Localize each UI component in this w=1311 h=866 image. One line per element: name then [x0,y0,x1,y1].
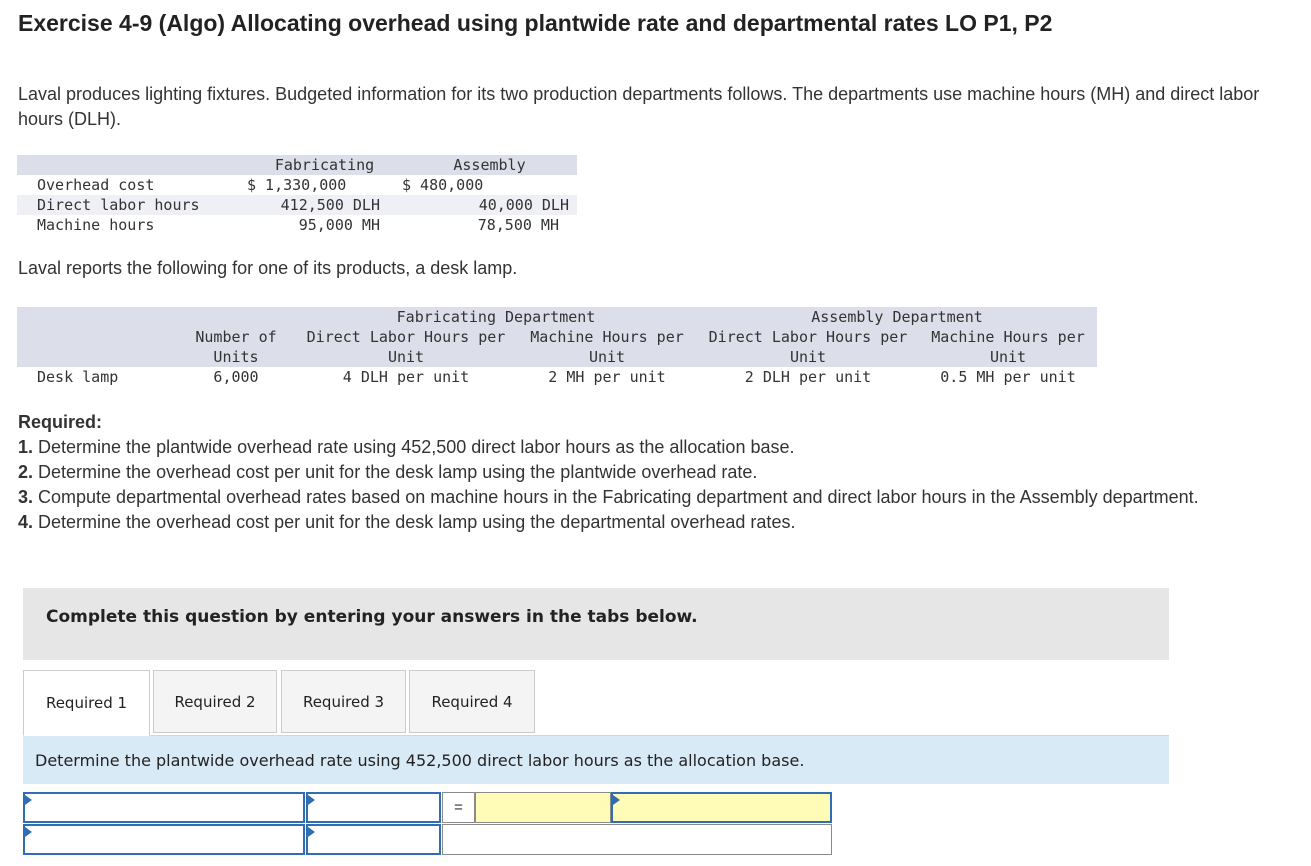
cell-value: $ 1,330,000 [247,176,347,194]
cell-value: 95,000 MH [298,216,380,234]
row-label: Machine hours [37,216,155,234]
cell-value: 78,500 MH [477,216,559,234]
budget-table [17,155,577,235]
intro-paragraph: Laval produces lighting fixtures. Budgeted information for its two production departments follows. The departments use machine hours (MH) and direct labor hours (DLH). [18,84,1260,129]
required-heading: Required: [18,412,103,432]
required-item: 2. Determine the overhead cost per unit for the desk lamp using the plantwide overhead rate. [18,462,758,482]
cell-value: 4 DLH per unit [342,368,470,386]
page-title: Exercise 4-9 (Algo) Allocating overhead using plantwide rate and departmental rates LO P1, P2 [18,10,1053,36]
required-item: 1. Determine the plantwide overhead rate using 452,500 direct labor hours as the allocation base. [18,437,795,457]
dropdown-marker-icon [308,795,315,805]
row-label: Overhead cost [37,176,155,194]
col-fab-dlh: Direct Labor Hours per [306,328,506,346]
dropdown-marker-icon [25,795,32,805]
cell-value: 40,000 DLH [402,195,577,215]
equals-sign: = [442,792,475,823]
cell-value: 0.5 MH per unit [940,368,1076,386]
col-asm-mh-2: Unit [989,348,1027,366]
col-fab-dlh-2: Unit [387,348,425,366]
col-asm-dlh: Direct Labor Hours per [708,328,908,346]
result-value-field[interactable] [475,792,611,823]
row-label: Direct labor hours [17,195,247,215]
product-table [17,307,1097,387]
product-intro: Laval reports the following for one of its products, a desk lamp. [18,258,518,278]
group-assembly: Assembly Department [811,308,983,326]
row-label: Desk lamp [37,368,119,386]
numerator-label-input[interactable] [23,792,305,823]
tab-instruction-text: Determine the plantwide overhead rate using 452,500 direct labor hours as the allocation base. [35,751,805,770]
col-fabricating: Fabricating [247,155,402,175]
col-units-2: Units [213,348,259,366]
required-item: 3. Compute departmental overhead rates based on machine hours in the Fabricating department and direct labor hours in the Assembly department. [18,487,1199,507]
dropdown-marker-icon [25,827,32,837]
tab-required-4[interactable]: Required 4 [409,670,535,733]
empty-cell [442,824,832,855]
result-unit-input[interactable] [611,792,832,823]
group-fabricating: Fabricating Department [396,308,596,326]
col-fab-mh-2: Unit [588,348,626,366]
cell-value: $ 480,000 [402,176,484,194]
col-asm-mh: Machine Hours per [931,328,1085,346]
cell-value: 2 MH per unit [548,368,666,386]
tab-required-3[interactable]: Required 3 [281,670,406,733]
col-fab-mh: Machine Hours per [530,328,684,346]
cell-value: 6,000 [213,368,259,386]
cell-value: 2 DLH per unit [744,368,872,386]
tab-instruction-panel [23,735,1169,784]
tab-required-2[interactable]: Required 2 [153,670,277,733]
dropdown-marker-icon [613,795,620,805]
instruction-banner [23,588,1169,660]
required-section [18,410,1303,535]
denominator-value-input[interactable] [306,824,441,855]
dropdown-marker-icon [308,827,315,837]
instruction-banner-text: Complete this question by entering your answers in the tabs below. [46,607,698,627]
denominator-label-input[interactable] [23,824,305,855]
cell-value: 412,500 DLH [247,195,402,215]
col-units: Number of [195,328,277,346]
numerator-value-input[interactable] [306,792,441,823]
col-asm-dlh-2: Unit [789,348,827,366]
tab-required-1[interactable]: Required 1 [23,670,150,736]
required-item: 4. Determine the overhead cost per unit for the desk lamp using the departmental overhead rates. [18,512,796,532]
col-assembly: Assembly [402,155,577,175]
